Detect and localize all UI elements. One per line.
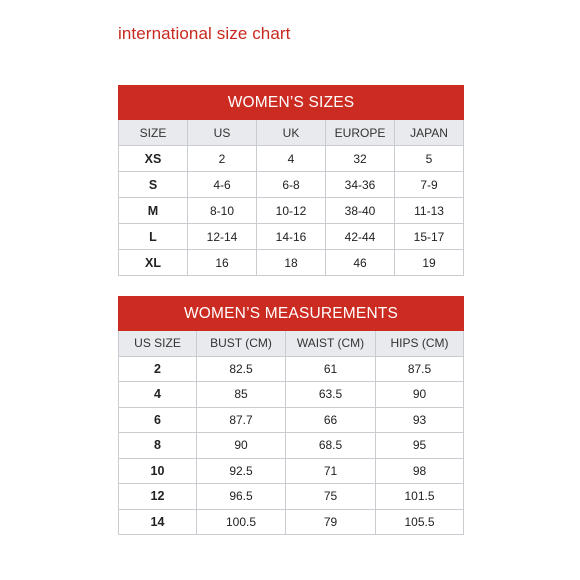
table-cell: 98 bbox=[376, 458, 464, 484]
us-size-label: 12 bbox=[119, 484, 197, 510]
table-row bbox=[119, 458, 464, 484]
table-cell: 75 bbox=[286, 484, 376, 510]
table-row bbox=[119, 250, 464, 276]
column-header: JAPAN bbox=[395, 120, 464, 146]
table-header-row bbox=[119, 331, 464, 357]
table-row bbox=[119, 146, 464, 172]
size-label: S bbox=[119, 172, 188, 198]
us-size-label: 2 bbox=[119, 356, 197, 382]
size-label: L bbox=[119, 224, 188, 250]
table-cell: 105.5 bbox=[376, 509, 464, 535]
table-row bbox=[119, 509, 464, 535]
table-row bbox=[119, 382, 464, 408]
table-cell: 92.5 bbox=[197, 458, 286, 484]
table-cell: 66 bbox=[286, 407, 376, 433]
us-size-label: 14 bbox=[119, 509, 197, 535]
size-label: XS bbox=[119, 146, 188, 172]
table-cell: 6-8 bbox=[257, 172, 326, 198]
table-cell: 7-9 bbox=[395, 172, 464, 198]
womens-sizes-title: WOMEN’S SIZES bbox=[119, 86, 464, 120]
us-size-label: 6 bbox=[119, 407, 197, 433]
table-row bbox=[119, 356, 464, 382]
us-size-label: 10 bbox=[119, 458, 197, 484]
table-cell: 63.5 bbox=[286, 382, 376, 408]
table-cell: 15-17 bbox=[395, 224, 464, 250]
column-header: EUROPE bbox=[326, 120, 395, 146]
table-cell: 61 bbox=[286, 356, 376, 382]
womens-measurements-title: WOMEN’S MEASUREMENTS bbox=[119, 297, 464, 331]
table-row bbox=[119, 224, 464, 250]
table-cell: 87.5 bbox=[376, 356, 464, 382]
table-cell: 12-14 bbox=[188, 224, 257, 250]
column-header: WAIST (CM) bbox=[286, 331, 376, 357]
table-cell: 85 bbox=[197, 382, 286, 408]
womens-measurements-table bbox=[118, 296, 464, 535]
table-cell: 16 bbox=[188, 250, 257, 276]
table-row bbox=[119, 198, 464, 224]
table-cell: 87.7 bbox=[197, 407, 286, 433]
table-cell: 42-44 bbox=[326, 224, 395, 250]
table-row bbox=[119, 433, 464, 459]
table-cell: 4 bbox=[257, 146, 326, 172]
table-cell: 38-40 bbox=[326, 198, 395, 224]
table-cell: 95 bbox=[376, 433, 464, 459]
table-cell: 11-13 bbox=[395, 198, 464, 224]
column-header: US SIZE bbox=[119, 331, 197, 357]
table-cell: 46 bbox=[326, 250, 395, 276]
table-row bbox=[119, 484, 464, 510]
table-cell: 79 bbox=[286, 509, 376, 535]
size-label: M bbox=[119, 198, 188, 224]
column-header: BUST (CM) bbox=[197, 331, 286, 357]
table-cell: 82.5 bbox=[197, 356, 286, 382]
column-header: HIPS (CM) bbox=[376, 331, 464, 357]
column-header: SIZE bbox=[119, 120, 188, 146]
table-header-row bbox=[119, 120, 464, 146]
womens-sizes-table bbox=[118, 85, 464, 276]
table-cell: 90 bbox=[197, 433, 286, 459]
table-cell: 32 bbox=[326, 146, 395, 172]
column-header: US bbox=[188, 120, 257, 146]
us-size-label: 8 bbox=[119, 433, 197, 459]
table-cell: 14-16 bbox=[257, 224, 326, 250]
table-cell: 34-36 bbox=[326, 172, 395, 198]
table-cell: 96.5 bbox=[197, 484, 286, 510]
table-cell: 68.5 bbox=[286, 433, 376, 459]
table-row bbox=[119, 407, 464, 433]
table-cell: 19 bbox=[395, 250, 464, 276]
page-title: international size chart bbox=[118, 24, 291, 43]
table-row bbox=[119, 172, 464, 198]
us-size-label: 4 bbox=[119, 382, 197, 408]
table-cell: 93 bbox=[376, 407, 464, 433]
table-cell: 4-6 bbox=[188, 172, 257, 198]
table-cell: 90 bbox=[376, 382, 464, 408]
table-cell: 2 bbox=[188, 146, 257, 172]
table-cell: 71 bbox=[286, 458, 376, 484]
table-cell: 10-12 bbox=[257, 198, 326, 224]
size-label: XL bbox=[119, 250, 188, 276]
table-cell: 8-10 bbox=[188, 198, 257, 224]
table-cell: 5 bbox=[395, 146, 464, 172]
table-cell: 101.5 bbox=[376, 484, 464, 510]
table-cell: 18 bbox=[257, 250, 326, 276]
column-header: UK bbox=[257, 120, 326, 146]
table-cell: 100.5 bbox=[197, 509, 286, 535]
